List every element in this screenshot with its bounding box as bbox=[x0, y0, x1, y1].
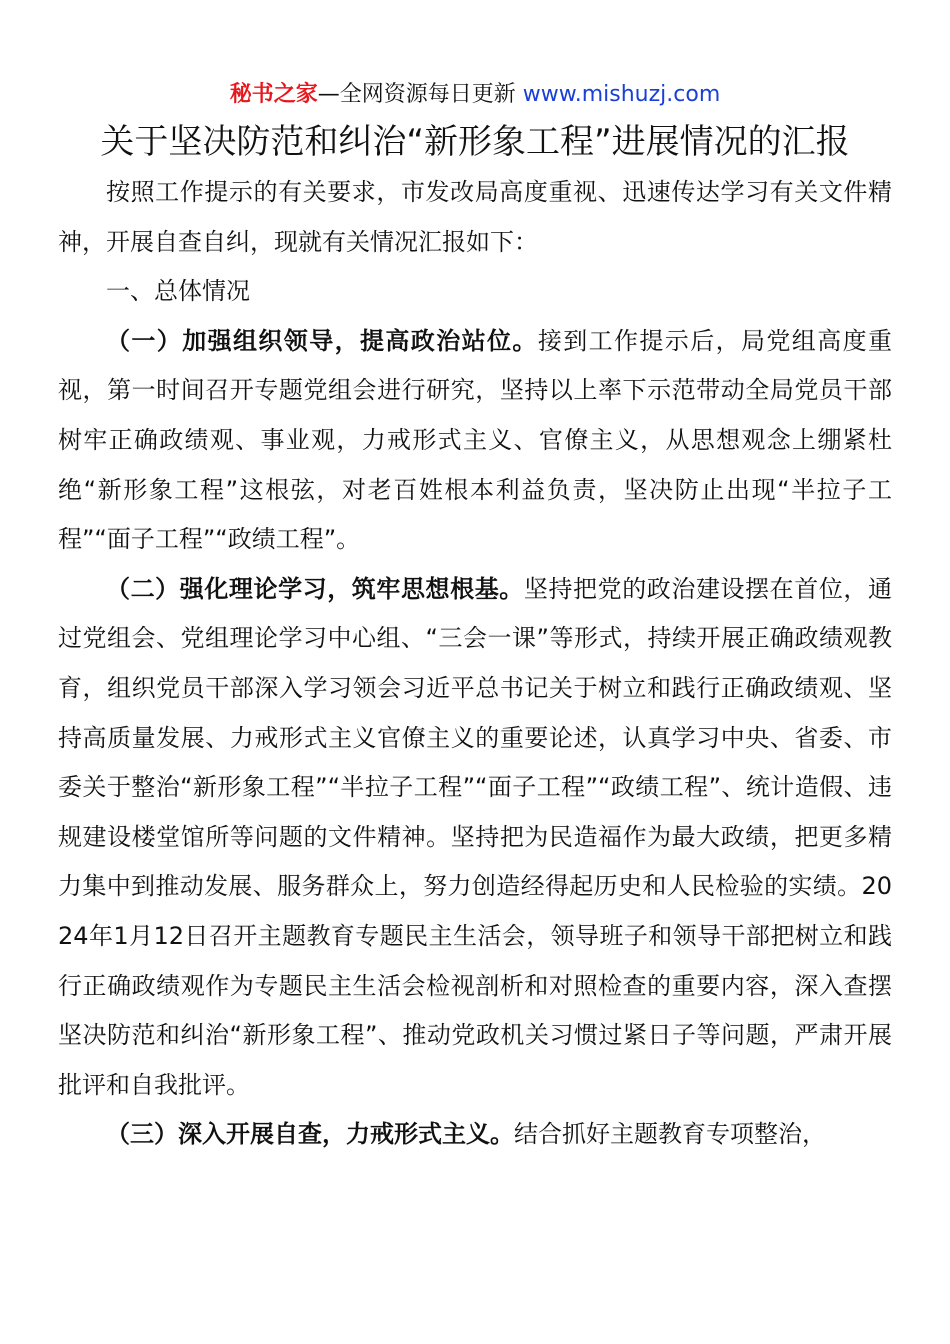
item-1-lead: （一）加强组织领导，提高政治站位。 bbox=[106, 326, 538, 355]
section-heading-overview: 一、总体情况 bbox=[106, 277, 250, 306]
document-page bbox=[58, 78, 892, 1160]
intro-paragraph: 按照工作提示的有关要求，市发改局高度重视、迅速传达学习有关文件精神，开展自查自纠，现就有关情况汇报如下： bbox=[58, 178, 892, 256]
item-3-body: 结合抓好主题教育专项整治， bbox=[514, 1120, 826, 1149]
item-2-body: 坚持把党的政治建设摆在首位，通过党组会、党组理论学习中心组、“三会一课”等形式，持续开展正确政绩观教育，组织党员干部深入学习领会习近平总书记关于树立和践行正确政绩观、坚持高质量发展、力戒形式主义官僚主义的重要论述，认真学习中央、省委、市委关于整治“新形象工程”“半拉子工程”“面子工程”“政绩工程”、统计造假、违规建设楼堂馆所等问题的文件精神。坚持把为民造福作为最大政绩，把更多精力集中到推动发展、服务群众上，努力创造经得起历史和人民检验的实绩。2024年1月12日召开主题教育专题民主生活会，领导班子和领导干部把树立和践行正确政绩观作为专题民主生活会检视剖析和对照检查的重要内容，深入查摆坚决防范和纠治“新形象工程”、推动党政机关习惯过紧日子等问题，严肃开展批评和自我批评。 bbox=[58, 574, 893, 1099]
site-banner bbox=[58, 78, 892, 112]
item-3-paragraph bbox=[58, 1110, 892, 1160]
item-2-paragraph bbox=[58, 565, 892, 1111]
item-2-lead: （二）强化理论学习，筑牢思想根基。 bbox=[106, 574, 524, 603]
item-1-paragraph bbox=[58, 317, 892, 565]
item-3-lead: （三）深入开展自查，力戒形式主义。 bbox=[106, 1120, 514, 1149]
document-title: 关于坚决防范和纠治“新形象工程”进展情况的汇报 bbox=[100, 122, 850, 162]
site-url-link[interactable]: www.mishuzj.com bbox=[522, 82, 721, 107]
item-1-body: 接到工作提示后，局党组高度重视，第一时间召开专题党组会进行研究，坚持以上率下示范带动全局党员干部树牢正确政绩观、事业观，力戒形式主义、官僚主义，从思想观念上绷紧杜绝“新形象工程”这根弦，对老百姓根本利益负责，坚决防止出现“半拉子工程”“面子工程”“政绩工程”。 bbox=[58, 326, 893, 554]
banner-tagline: —全网资源每日更新 bbox=[317, 82, 516, 107]
brand-name: 秘书之家 bbox=[229, 82, 318, 107]
